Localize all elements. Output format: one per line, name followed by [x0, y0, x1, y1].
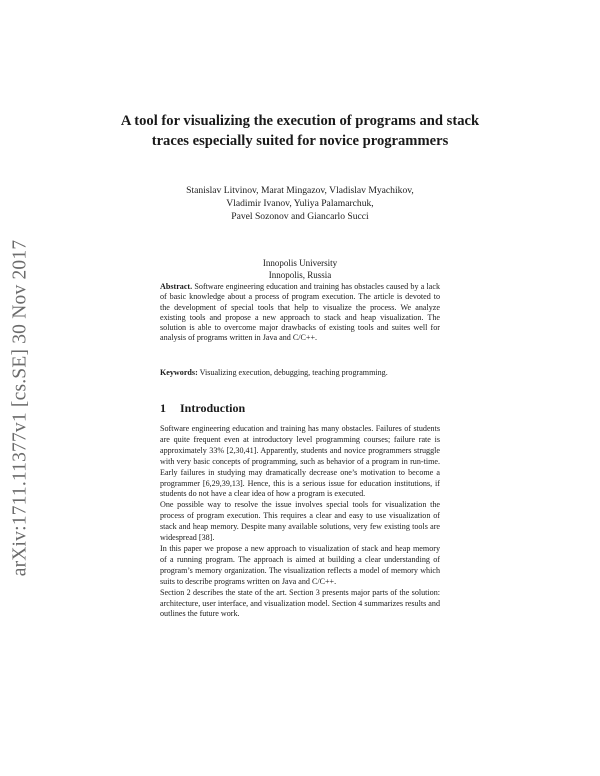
paragraph: Software engineering education and training has many obstacles. Failures of students are quite frequent even at introductory level programming courses; failure rate is approximately 33% [2,30,41]. Apparently, students and novice programmers struggle with very basic concepts of programming, such as behavior of a program in run-time. Early failures in studying may dramatically decrease one’s motivation to become a programmer [6,29,39,13]. Hence, this is a serious issue for education institutions, if students do not have a clear idea of how a program is executed. — [160, 424, 440, 499]
section-number: 1 — [160, 401, 166, 415]
abstract-text: Software engineering education and training has obstacles caused by a lack of basic knowledge about a process of program execution. The article is devoted to the development of special tools that help to visualize the process. We analyze existing tools and propose a new approach to stack and heap visualization. The solution is able to overcome major drawbacks of existing tools and suites well for analysis of programs written in Java and C/C++. — [160, 282, 441, 343]
author-line: Stanislav Litvinov, Marat Mingazov, Vladislav Myachikov, — [186, 185, 414, 196]
arxiv-stamp — [5, 205, 35, 610]
paragraph: Section 2 describes the state of the art. Section 3 presents major parts of the solution: architecture, user interface, and visualization model. Section 4 summarizes results and outlines the future work. — [160, 587, 440, 619]
introduction-body — [160, 424, 440, 620]
affiliation — [200, 257, 400, 281]
abstract — [160, 282, 440, 344]
paragraph: In this paper we propose a new approach to visualization of stack and heap memory of a running program. The approach is aimed at building a clear understanding of program’s memory organization. The visualization reflects a model of memory which suits to describe programs written on Java and C/C++. — [160, 543, 440, 586]
affiliation-institution: Innopolis University — [262, 258, 338, 268]
section-title: Introduction — [180, 401, 246, 415]
author-line: Pavel Sozonov and Giancarlo Succi — [231, 211, 369, 222]
keywords-text: Visualizing execution, debugging, teaching programming. — [199, 368, 388, 377]
section-heading — [160, 401, 440, 415]
keywords — [160, 368, 440, 378]
abstract-label: Abstract. — [160, 282, 193, 291]
paper-title: A tool for visualizing the execution of programs and stack traces especially suited for novice programmers — [120, 113, 480, 149]
author-list — [130, 184, 470, 223]
arxiv-stamp-text: arXiv:1711.11377v1 [cs.SE] 30 Nov 2017 — [9, 239, 31, 576]
paragraph: One possible way to resolve the issue involves special tools for visualization the process of program execution. This requires a clear and easy to use visualization of stack and heap memory. Despite many available solutions, very few existing tools are widespread [38]. — [160, 500, 440, 543]
keywords-label: Keywords: — [160, 368, 198, 377]
affiliation-location: Innopolis, Russia — [268, 270, 332, 280]
author-line: Vladimir Ivanov, Yuliya Palamarchuk, — [226, 198, 374, 209]
